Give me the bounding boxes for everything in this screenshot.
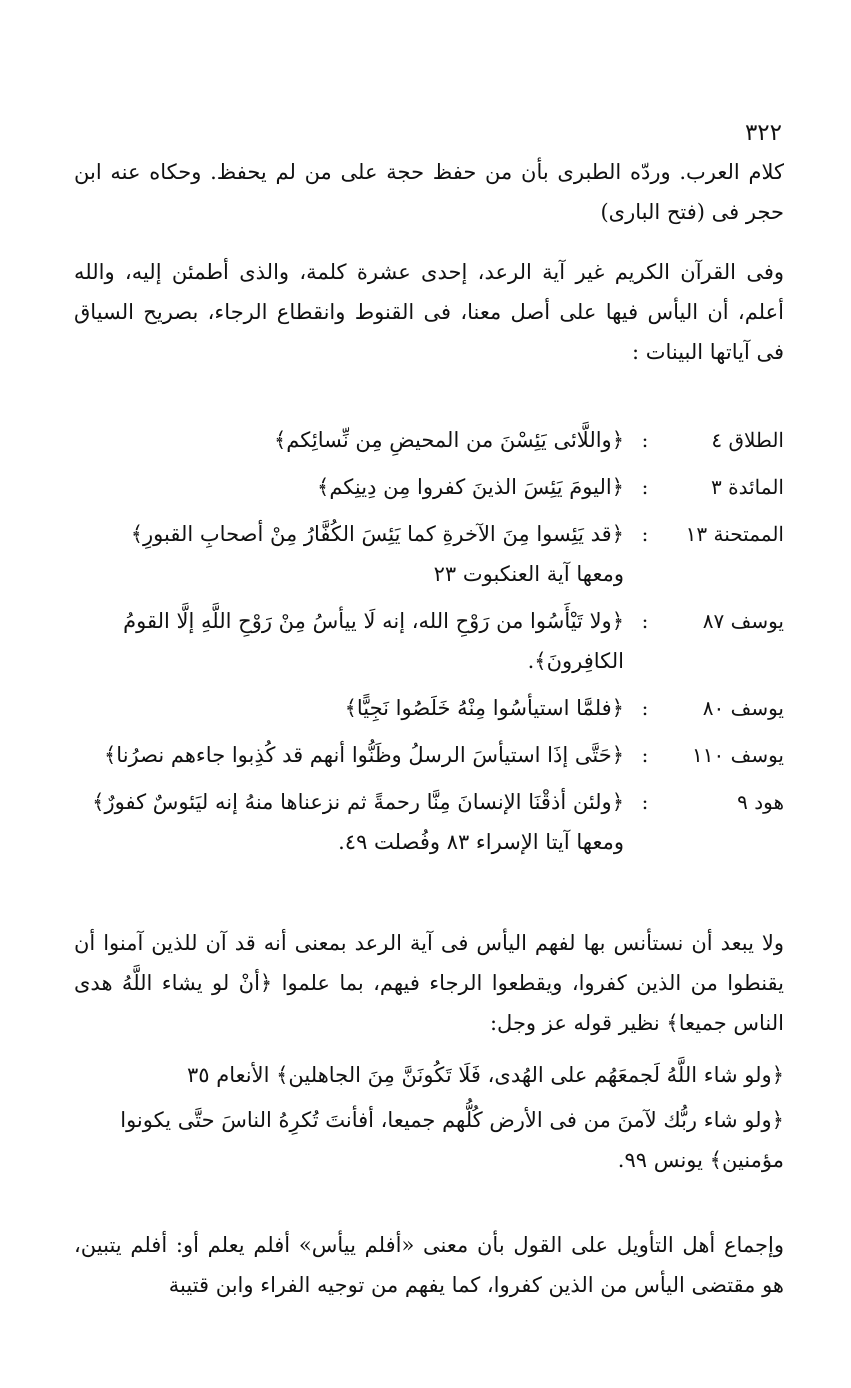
verse-row [74,467,784,507]
verse-colon: : [641,790,649,814]
verse-colon: : [641,696,649,720]
quranic-quote-2: ﴿ولو شاء ربُّك لآمنَ من فى الأرض كُلُّهم جميعا، أفأنتَ تُكرِهُ الناسَ حتَّى يكونوا مؤمنين﴾ يونس ٩٩. [120,1108,784,1172]
verse-reference: يوسف ٨٠ [702,696,784,720]
verse-colon: : [641,522,649,546]
verse-row [74,601,784,681]
verse-text: ﴿واللَّائى يَئِسْنَ من المحيضِ مِن نِّسائِكم﴾ [274,428,624,452]
verse-text: ﴿ولا تَيْأَسُوا من رَوْحِ الله، إنه لَا ييأسُ مِنْ رَوْحِ اللَّهِ إلَّا القومُ الكافِرونَ﴾. [123,609,624,673]
verse-reference: المائدة ٣ [711,475,784,499]
verse-colon: : [641,609,649,633]
verse-list [74,420,784,869]
verse-colon: : [641,428,649,452]
paragraph-3: ولا يبعد أن نستأنس بها لفهم اليأس فى آية الرعد بمعنى أنه قد آن للذين آمنوا أن يقنطوا من الذين كفروا، ويقطعوا الرجاء فيهم، بما علموا ﴿أنْ لو يشاء اللَّهُ هدى الناس جميعا﴾ نظير قوله عز وجل: [74,931,784,1035]
verse-reference: هود ٩ [737,790,784,814]
verse-text: ﴿حَتَّى إذَا استيأسَ الرسلُ وظَنُّوا أنهم قد كُذِبوا جاءهم نصرُنا﴾ [104,743,624,767]
paragraph-4: وإجماع أهل التأويل على القول بأن معنى «أفلم ييأس» أفلم يعلم أو: أفلم يتبين، هو مقتضى اليأس من الذين كفروا، كما يفهم من توجيه الفراء وابن قتيبة [74,1233,784,1297]
verse-reference: يوسف ١١٠ [692,743,784,767]
verse-text: ﴿اليومَ يَئِسَ الذينَ كفروا مِن دِينِكم﴾ [317,475,624,499]
verse-colon: : [641,475,649,499]
verse-row [74,688,784,728]
verse-colon: : [641,743,649,767]
verse-text [74,514,624,594]
verse-text: ﴿ولئن أذقْنَا الإنسانَ مِنَّا رحمةً ثم نزعناها منهُ إنه ليَئوسٌ كفورٌ﴾ ومعها آيتا الإسراء ٨٣ وفُصلت ٤٩. [92,790,624,854]
verse-text: ﴿فلمَّا استيأسُوا مِنْهُ خَلَصُوا نَجِيًّا﴾ [344,696,624,720]
verse-row [74,514,784,594]
verse-reference: يوسف ٨٧ [702,609,784,633]
quranic-quote-1: ﴿ولو شاء اللَّهُ لَجمعَهُم على الهُدى، فَلَا تَكُونَنَّ مِنَ الجاهلين﴾ الأنعام ٣٥ [187,1063,784,1087]
verse-note: ومعها آية العنكبوت ٢٣ [433,562,624,586]
paragraph-2: وفى القرآن الكريم غير آية الرعد، إحدى عشرة كلمة، والذى أطمئن إليه، والله أعلم، أن اليأس فيها على أصل معنا، فى القنوط وانقطاع الرجاء، بصريح السياق فى آياتها البينات : [74,260,784,364]
verse-reference: الطلاق ٤ [711,428,784,452]
verse-row [74,782,784,862]
verse-row [74,735,784,775]
paragraph-1: كلام العرب. وردّه الطبرى بأن من حفظ حجة على من لم يحفظ. وحكاه عنه ابن حجر فى (فتح البارى) [74,160,784,224]
verse-quote: ﴿قد يَئِسوا مِنَ الآخرةِ كما يَئِسَ الكُفَّارُ مِنْ أصحابِ القبورِ﴾ [130,522,624,546]
verse-row [74,420,784,460]
verse-reference: الممتحنة ١٣ [685,522,784,546]
page-number: ٣٢٢ [744,120,782,146]
